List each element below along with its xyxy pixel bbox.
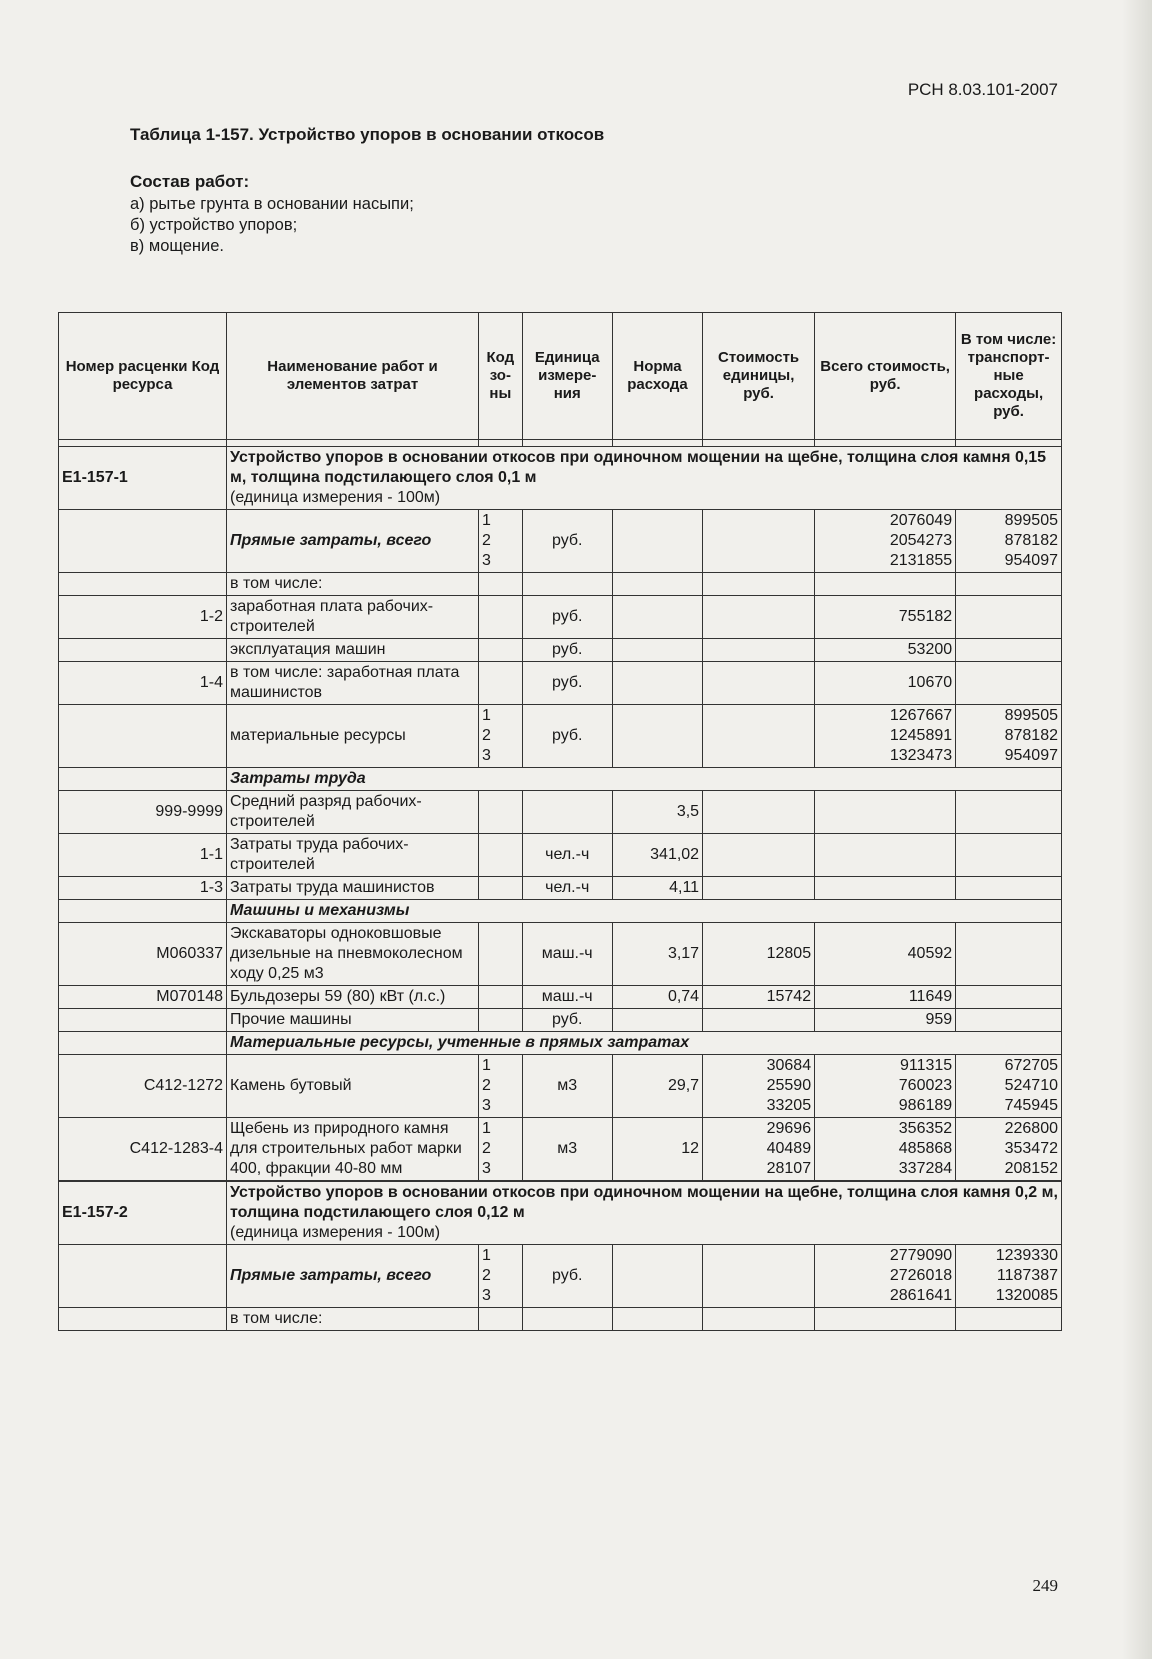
row-label: Прямые затраты, всего [227, 1245, 479, 1308]
total-cell: 40592 [815, 923, 956, 986]
unit-cell: чел.-ч [522, 877, 612, 900]
section-row [59, 900, 1062, 923]
total-cell: 2076049 2054273 2131855 [815, 510, 956, 573]
unit-cell: руб. [522, 705, 612, 768]
column-header: Код зо-ны [479, 313, 523, 440]
total-cell: 911315 760023 986189 [815, 1055, 956, 1118]
unit-cell: маш.-ч [522, 986, 612, 1009]
row-label: Экскаваторы одноковшовые дизельные на пневмоколесном ходу 0,25 м3 [227, 923, 479, 986]
column-header: Номер расценки Код ресурса [59, 313, 227, 440]
zone-cell: 1 2 3 [479, 705, 523, 768]
column-header: В том числе: транспорт-ные расходы, руб. [956, 313, 1062, 440]
row-label: Затраты труда рабочих-строителей [227, 834, 479, 877]
row-label: в том числе: заработная плата машинистов [227, 662, 479, 705]
row-label: Прямые затраты, всего [227, 510, 479, 573]
column-header: Единица измере-ния [522, 313, 612, 440]
work-item: в) мощение. [130, 237, 225, 255]
resource-code: 1-2 [59, 596, 227, 639]
price-cell: 29696 40489 28107 [703, 1118, 815, 1182]
unit-cell: руб. [522, 510, 612, 573]
transport-cell: 899505 878182 954097 [956, 510, 1062, 573]
unit-cell: руб. [522, 596, 612, 639]
total-cell: 53200 [815, 639, 956, 662]
norm-cell: 3,17 [612, 923, 702, 986]
norm-cell: 0,74 [612, 986, 702, 1009]
row-label: Затраты труда машинистов [227, 877, 479, 900]
row-label: Щебень из природного камня для строительных работ марки 400, фракции 40-80 мм [227, 1118, 479, 1182]
unit-cell: чел.-ч [522, 834, 612, 877]
table-row [59, 662, 1062, 705]
scan-edge [1122, 0, 1152, 1659]
works-list [130, 194, 414, 257]
norm-cell: 341,02 [612, 834, 702, 877]
section-row [59, 1032, 1062, 1055]
resource-code: М060337 [59, 923, 227, 986]
rate-title-row [59, 1181, 1062, 1245]
column-header: Наименование работ и элементов затрат [227, 313, 479, 440]
document-code: РСН 8.03.101-2007 [907, 80, 1058, 99]
transport-cell: 899505 878182 954097 [956, 705, 1062, 768]
table-row [59, 510, 1062, 573]
row-label: заработная плата рабочих-строителей [227, 596, 479, 639]
zone-cell: 1 2 3 [479, 1055, 523, 1118]
column-header: Стоимость единицы, руб. [703, 313, 815, 440]
unit-cell: руб. [522, 1009, 612, 1032]
price-cell: 12805 [703, 923, 815, 986]
row-label: Камень бутовый [227, 1055, 479, 1118]
transport-cell: 672705 524710 745945 [956, 1055, 1062, 1118]
work-item: а) рытье грунта в основании насыпи; [130, 195, 414, 213]
price-cell: 30684 25590 33205 [703, 1055, 815, 1118]
table-row [59, 1118, 1062, 1182]
resource-code: 1-4 [59, 662, 227, 705]
column-header: Всего стоимость, руб. [815, 313, 956, 440]
norm-cell: 4,11 [612, 877, 702, 900]
rate-unit: (единица измерения - 100м) [230, 1224, 441, 1241]
rate-code: Е1-157-2 [59, 1181, 227, 1245]
norm-cell: 12 [612, 1118, 702, 1182]
total-cell: 10670 [815, 662, 956, 705]
resource-code: М070148 [59, 986, 227, 1009]
table-row [59, 923, 1062, 986]
unit-cell: м3 [522, 1118, 612, 1182]
unit-cell: маш.-ч [522, 923, 612, 986]
rate-title-row [59, 447, 1062, 510]
table-row [59, 791, 1062, 834]
unit-cell: руб. [522, 662, 612, 705]
works-heading: Состав работ: [130, 172, 250, 191]
table-row [59, 596, 1062, 639]
row-label: эксплуатация машин [227, 639, 479, 662]
table-row [59, 1308, 1062, 1331]
section-heading: Машины и механизмы [227, 900, 1062, 923]
section-heading: Затраты труда [227, 768, 1062, 791]
column-header: Норма расхода [612, 313, 702, 440]
transport-cell: 1239330 1187387 1320085 [956, 1245, 1062, 1308]
section-heading: Материальные ресурсы, учтенные в прямых затратах [227, 1032, 1062, 1055]
total-cell: 959 [815, 1009, 956, 1032]
price-cell: 15742 [703, 986, 815, 1009]
table-title: Таблица 1-157. Устройство упоров в основании откосов [130, 125, 605, 144]
table-row [59, 1245, 1062, 1308]
table-row [59, 639, 1062, 662]
rates-table [58, 312, 1062, 1331]
resource-code: 1-3 [59, 877, 227, 900]
table-row [59, 573, 1062, 596]
table-row [59, 877, 1062, 900]
page-number: 249 [1032, 1576, 1058, 1595]
zone-cell: 1 2 3 [479, 1245, 523, 1308]
norm-cell: 3,5 [612, 791, 702, 834]
row-label: материальные ресурсы [227, 705, 479, 768]
total-cell: 356352 485868 337284 [815, 1118, 956, 1182]
table-row [59, 705, 1062, 768]
zone-cell: 1 2 3 [479, 510, 523, 573]
row-label: Бульдозеры 59 (80) кВт (л.с.) [227, 986, 479, 1009]
rate-code: Е1-157-1 [59, 447, 227, 510]
rate-unit: (единица измерения - 100м) [230, 489, 441, 506]
total-cell: 11649 [815, 986, 956, 1009]
transport-cell: 226800 353472 208152 [956, 1118, 1062, 1182]
table-header-row [59, 313, 1062, 440]
section-row [59, 768, 1062, 791]
rate-title: Устройство упоров в основании откосов при одиночном мощении на щебне, толщина слоя камня 0,15 м, толщина подстилающего слоя 0,1 м [230, 449, 1047, 486]
table-row [59, 1055, 1062, 1118]
unit-cell: руб. [522, 639, 612, 662]
rate-title: Устройство упоров в основании откосов при одиночном мощении на щебне, толщина слоя камня 0,2 м, толщина подстилающего слоя 0,12 м [230, 1184, 1058, 1221]
work-item: б) устройство упоров; [130, 216, 298, 234]
norm-cell: 29,7 [612, 1055, 702, 1118]
total-cell: 1267667 1245891 1323473 [815, 705, 956, 768]
resource-code: 999-9999 [59, 791, 227, 834]
table-row [59, 986, 1062, 1009]
resource-code: С412-1283-4 [59, 1118, 227, 1182]
resource-code: 1-1 [59, 834, 227, 877]
unit-cell: м3 [522, 1055, 612, 1118]
row-label: в том числе: [227, 573, 479, 596]
resource-code: С412-1272 [59, 1055, 227, 1118]
unit-cell: руб. [522, 1245, 612, 1308]
zone-cell: 1 2 3 [479, 1118, 523, 1182]
row-label: Прочие машины [227, 1009, 479, 1032]
table-row [59, 834, 1062, 877]
table-row [59, 1009, 1062, 1032]
total-cell: 755182 [815, 596, 956, 639]
total-cell: 2779090 2726018 2861641 [815, 1245, 956, 1308]
header-separator [59, 440, 1062, 447]
row-label: Средний разряд рабочих-строителей [227, 791, 479, 834]
row-label: в том числе: [227, 1308, 479, 1331]
